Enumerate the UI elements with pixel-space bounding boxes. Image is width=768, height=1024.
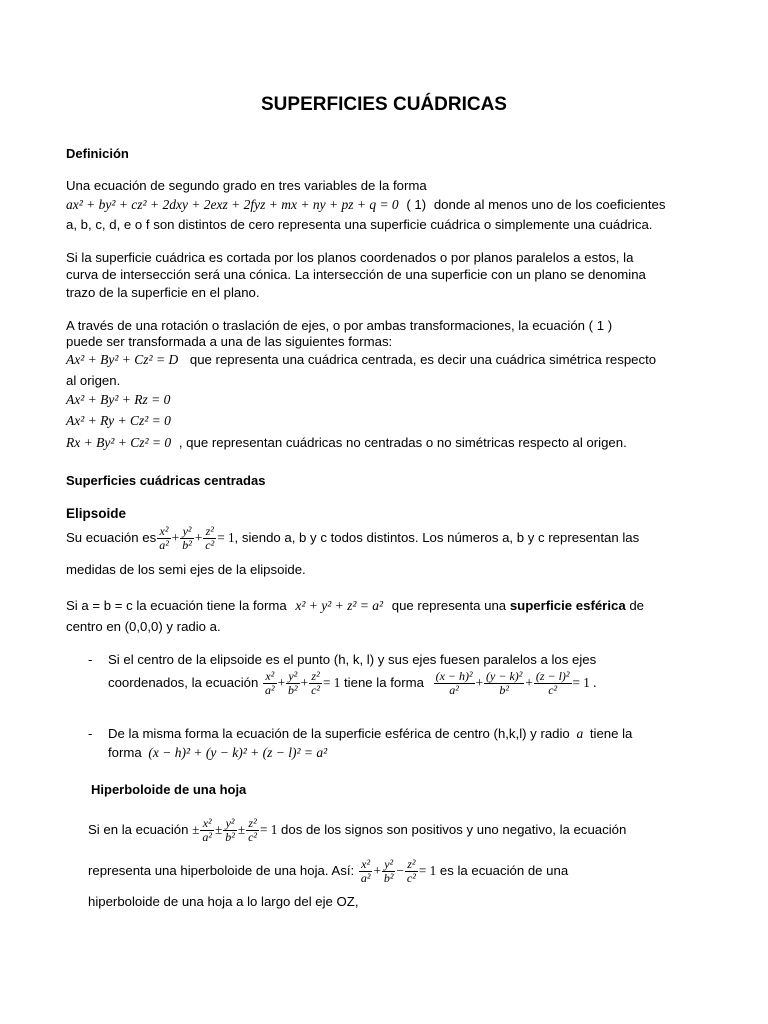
- equals-one: = 1: [418, 862, 437, 878]
- bullet2-tail: tiene la: [589, 726, 633, 741]
- frac-num: y²: [180, 525, 194, 539]
- frac-z2-c2: [246, 817, 259, 844]
- bullet-marker: -: [88, 652, 93, 667]
- frac-num: y²: [223, 817, 237, 831]
- definition-p2-line3: trazo de la superficie en el plano.: [66, 285, 260, 300]
- frac-den: c²: [406, 871, 416, 885]
- form1-text2: al origen.: [66, 373, 121, 388]
- equals-one: = 1: [323, 674, 341, 690]
- frac-den: c²: [205, 538, 215, 552]
- frac-den: c²: [248, 830, 258, 844]
- pm-sign: ±: [237, 821, 246, 837]
- bullet2-line1: [108, 726, 632, 742]
- definition-p3-line1: A través de una rotación o traslación de ejes, o por ambas transformaciones, la ecuación ( 1 ): [66, 318, 613, 333]
- ellipsoid-p2-post: de: [629, 598, 644, 613]
- frac-num: z²: [309, 670, 322, 684]
- form4-text: , que representan cuádricas no centradas o no simétricas respecto al origen.: [178, 435, 627, 450]
- frac-x2-a2: [359, 858, 373, 885]
- hyperboloid-p2-pre: representa una hiperboloide de una hoja. Así:: [88, 862, 355, 878]
- hyperboloid-p2-post: es la ecuación de una: [439, 862, 569, 878]
- hyperboloid-p2: [88, 858, 568, 885]
- frac-num: z²: [203, 525, 216, 539]
- frac-num: (x − h)²: [435, 669, 473, 683]
- equals-one: = 1: [217, 529, 235, 545]
- hyperboloid-p1: [88, 817, 626, 844]
- definition-p3-line2: puede ser transformada a una de las siguientes formas:: [66, 334, 393, 349]
- frac-den: c²: [548, 683, 558, 697]
- frac-xh-a2: [434, 670, 475, 697]
- frac-z2-c2: [309, 670, 322, 697]
- equation-label: ( 1): [406, 197, 427, 212]
- bullet-marker: -: [88, 726, 93, 741]
- frac-x2-a2: [263, 670, 277, 697]
- frac-z2-c2: [405, 858, 418, 885]
- plus-sign: +: [525, 674, 533, 690]
- form2-equation: Ax² + By² + Rz = 0: [66, 392, 171, 407]
- bullet2-line2: [108, 745, 327, 761]
- hyperboloid-heading: Hiperboloide de una hoja: [91, 782, 247, 797]
- sphere-term: superficie esférica: [509, 598, 626, 613]
- frac-y2-b2: [223, 817, 237, 844]
- frac-den: b²: [182, 538, 192, 552]
- general-quadric-equation: ax² + by² + cz² + 2dxy + 2exz + 2fyz + mx + ny + pz + q = 0: [66, 197, 399, 212]
- hyperboloid-p1-post: dos de los signos son positivos y uno negativo, la ecuación: [281, 821, 627, 837]
- plus-sign: +: [171, 529, 180, 545]
- bullet1-pre: coordenados, la ecuación: [108, 674, 259, 690]
- hyperboloid-p3: hiperboloide de una hoja a lo largo del eje OZ,: [88, 894, 359, 909]
- ellipsoid-p2-line1: [66, 598, 644, 614]
- definition-heading: Definición: [66, 146, 129, 161]
- frac-num: x²: [263, 670, 277, 684]
- equals-one: = 1 .: [572, 674, 597, 690]
- ellipsoid-p2-line2: centro en (0,0,0) y radio a.: [66, 619, 221, 634]
- minus-sign: −: [396, 862, 404, 878]
- frac-den: a²: [159, 538, 169, 552]
- frac-num: x²: [157, 525, 171, 539]
- bullet1-line2: [108, 670, 596, 697]
- frac-x2-a2: [200, 817, 214, 844]
- page-title: SUPERFICIES CUÁDRICAS: [261, 94, 507, 115]
- ellipsoid-p1-post: , siendo a, b y c todos distintos. Los números a, b y c representan las: [234, 529, 640, 545]
- plus-sign: +: [373, 862, 381, 878]
- form3-equation: Ax² + Ry + Cz² = 0: [66, 413, 171, 428]
- ellipsoid-p2-pre: Si a = b = c la ecuación tiene la forma: [66, 598, 287, 613]
- frac-num: z²: [246, 817, 259, 831]
- frac-num: y²: [382, 858, 396, 872]
- frac-den: a²: [202, 830, 212, 844]
- pm-sign: ±: [192, 821, 200, 837]
- plus-sign: +: [277, 674, 286, 690]
- frac-den: a²: [449, 683, 459, 697]
- form1-text: que representa una cuádrica centrada, es decir una cuádrica simétrica respecto: [189, 352, 657, 367]
- form1-equation: Ax² + By² + Cz² = D: [66, 352, 179, 367]
- ellipsoid-p1-line1: [66, 525, 639, 552]
- frac-y2-b2: [382, 858, 396, 885]
- bullet1-mid: tiene la forma: [344, 674, 424, 690]
- hyperboloid-p1-pre: Si en la ecuación: [88, 821, 189, 837]
- frac-x2-a2: [157, 525, 171, 552]
- bullet1-line1: Si el centro de la elipsoide es el punto (h, k, l) y sus ejes fuesen paralelos a los ejes: [108, 652, 597, 667]
- equals-one: = 1: [260, 821, 278, 837]
- bullet2-pre: forma: [108, 745, 142, 760]
- definition-p1-line2-tail: donde al menos uno de los coeficientes: [433, 197, 666, 212]
- radius-symbol: a: [576, 726, 584, 741]
- ellipsoid-p2-mid: que representa una: [391, 598, 507, 613]
- frac-num: x²: [359, 858, 373, 872]
- ellipsoid-p1-line2: medidas de los semi ejes de la elipsoide.: [66, 562, 306, 577]
- ellipsoid-p1-pre: Su ecuación es: [66, 529, 157, 545]
- definition-p1-line3: a, b, c, d, e o f son distintos de cero representa una superficie cuádrica o simplemente una cuádrica.: [66, 217, 653, 232]
- frac-num: z²: [405, 858, 418, 872]
- definition-p1-line2: [66, 197, 665, 213]
- frac-num: (y − k)²: [486, 669, 523, 683]
- centered-heading: Superficies cuádricas centradas: [66, 473, 266, 488]
- definition-p2-line2: curva de intersección será una cónica. La intersección de una superficie con un plano se denomina: [66, 267, 646, 282]
- frac-z2-c2: [203, 525, 216, 552]
- frac-yk-b2: [484, 670, 524, 697]
- frac-y2-b2: [180, 525, 194, 552]
- form4-line: [66, 435, 627, 451]
- form1-line: [66, 352, 656, 368]
- plus-sign: +: [194, 529, 203, 545]
- frac-num: (z − l)²: [535, 669, 570, 683]
- definition-p1-line1: Una ecuación de segundo grado en tres variables de la forma: [66, 178, 427, 193]
- ellipsoid-heading: Elipsoide: [66, 506, 127, 521]
- plus-sign: +: [475, 674, 484, 690]
- form4-equation: Rx + By² + Cz² = 0: [66, 435, 172, 450]
- frac-num: y²: [286, 670, 300, 684]
- frac-den: b²: [383, 871, 394, 885]
- frac-num: x²: [200, 817, 214, 831]
- frac-den: a²: [264, 683, 275, 697]
- definition-p2-line1: Si la superficie cuádrica es cortada por los planos coordenados o por planos paralelos a estos, la: [66, 250, 634, 265]
- pm-sign: ±: [214, 821, 223, 837]
- frac-y2-b2: [286, 670, 300, 697]
- sphere-centered-equation: (x − h)² + (y − k)² + (z − l)² = a²: [148, 745, 328, 760]
- frac-den: b²: [288, 683, 298, 697]
- sphere-equation: x² + y² + z² = a²: [295, 598, 384, 613]
- frac-den: a²: [360, 871, 371, 885]
- frac-den: b²: [225, 830, 235, 844]
- frac-den: c²: [311, 683, 321, 697]
- frac-zl-c2: [534, 670, 572, 697]
- frac-den: b²: [499, 683, 510, 697]
- bullet2-text: De la misma forma la ecuación de la superficie esférica de centro (h,k,l) y radio: [108, 726, 570, 741]
- plus-sign: +: [300, 674, 309, 690]
